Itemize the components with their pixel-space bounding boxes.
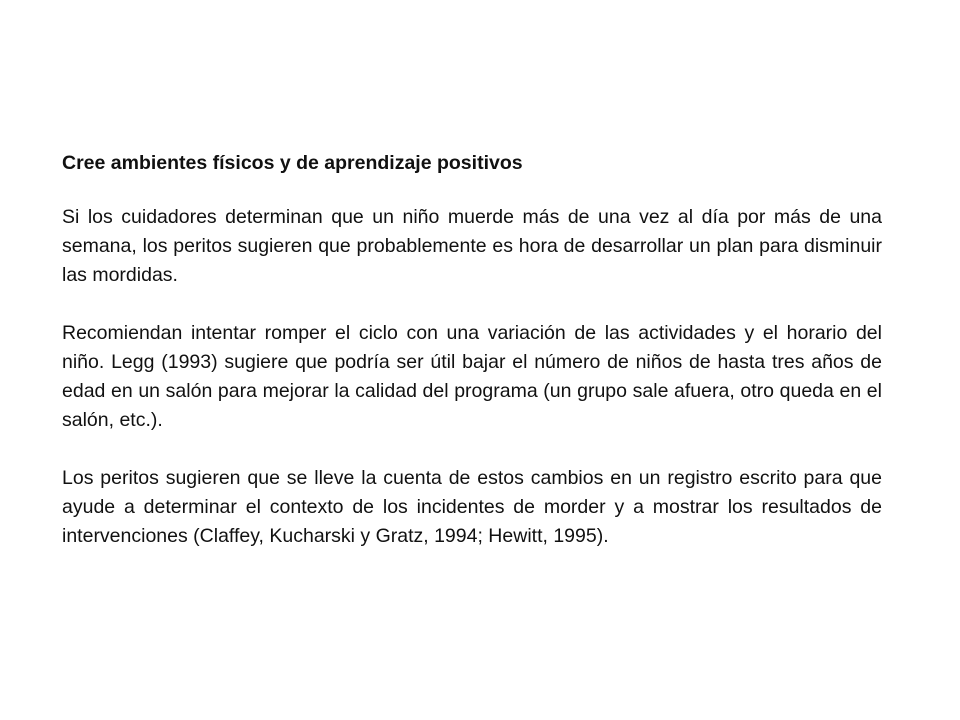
paragraph-1: Si los cuidadores determinan que un niño muerde más de una vez al día por más de una semana, los peritos sugieren que probablemente es hora de desarrollar un plan para disminuir las mordidas. [62, 206, 882, 286]
paragraph-spacer [62, 435, 882, 464]
paragraph-3: Los peritos sugieren que se lleve la cuenta de estos cambios en un registro escrito para que ayude a determinar el contexto de los incidentes de morder y a mostrar los resultados de intervenciones (Claffey, Kucharski y Gratz, 1994; Hewitt, 1995). [62, 467, 882, 547]
paragraph-spacer [62, 290, 882, 319]
title-spacer [62, 180, 882, 203]
slide-title: Cree ambientes físicos y de aprendizaje positivos [62, 152, 523, 174]
paragraph-2: Recomiendan intentar romper el ciclo con una variación de las actividades y el horario del niño. Legg (1993) sugiere que podría ser útil bajar el número de niños de hasta tres años de edad en un salón para mejorar la calidad del programa (un grupo sale afuera, otro queda en el salón, etc.). [62, 322, 882, 431]
slide-content [62, 146, 882, 551]
